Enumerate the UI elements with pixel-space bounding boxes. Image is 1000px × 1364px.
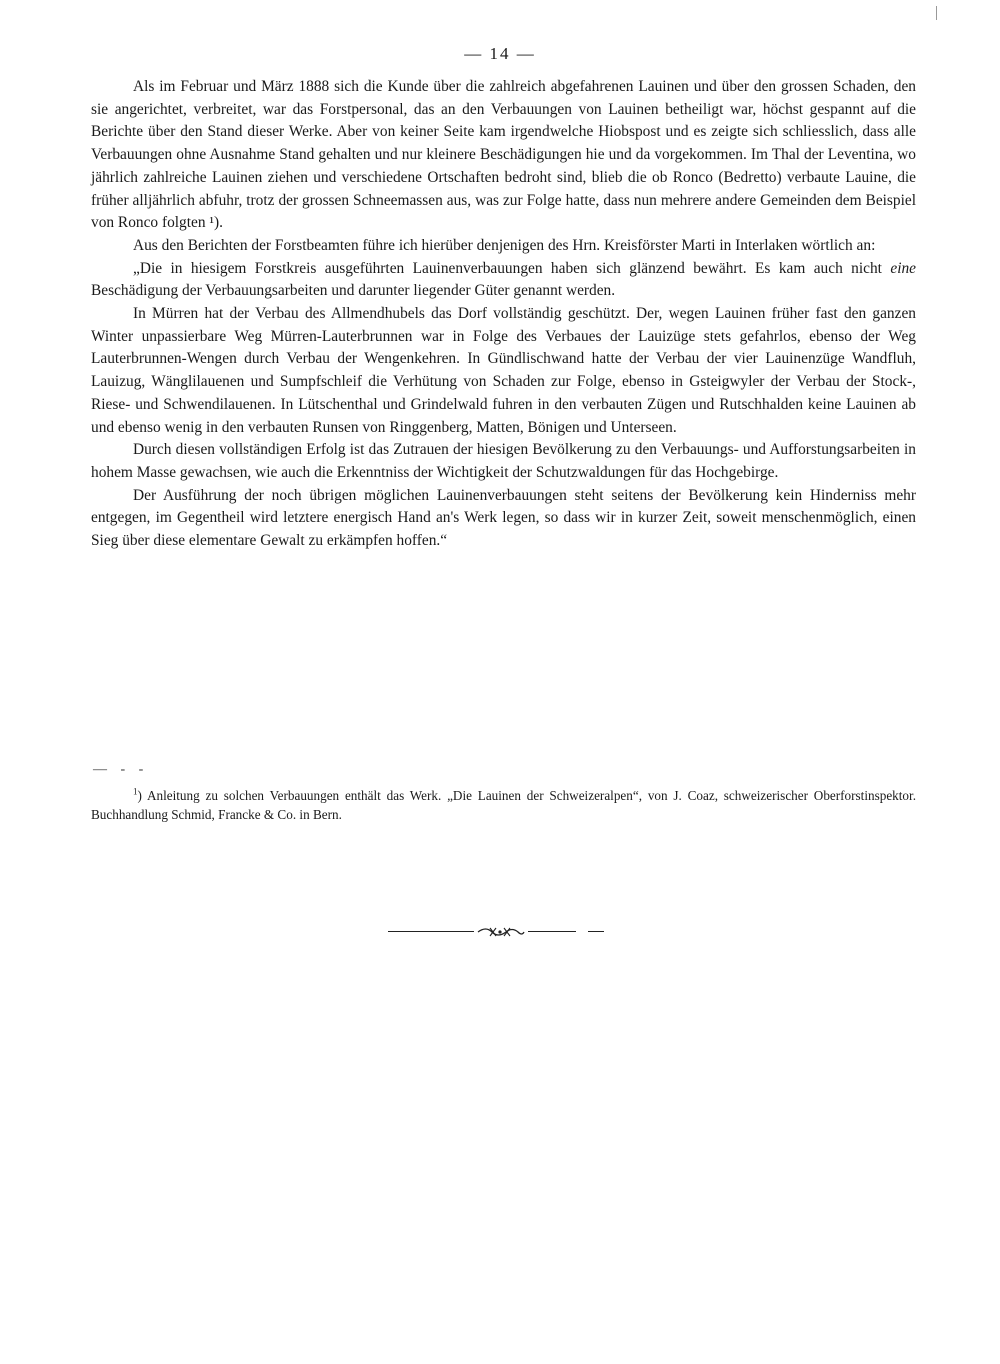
footnote-rule: — - - xyxy=(93,762,149,777)
quote-text-part-2: Beschädigung der Verbauungsarbeiten und darunter liegender Güter genannt werden. xyxy=(91,282,616,300)
footnote-text: ) Anleitung zu solchen Verbauungen enthält das Werk. „Die Lauinen der Schweizeralpen“, von J. Coaz, schweizerischer Oberforstinspektor. Buchhandlung Schmid, Francke & Co. in Bern. xyxy=(91,788,916,822)
scan-mark xyxy=(936,6,937,20)
flourish-icon xyxy=(476,924,526,940)
paragraph-4: In Mürren hat der Verbau des Allmendhubels das Dorf vollständig geschützt. Der, wegen Lauinen früher fast den ganzen Winter unpassierbare Weg Mürren-Lauterbrunnen war in Folge des Verbaues der Lauizüge stets gefahrlos, ebenso der Weg Lauterbrunnen-Wengen durch Verbau der Wengenkehren. In Gündlischwand hatte der Verbau der vier Lauinenzüge Wandfluh, Lauizug, Wänglilauenen und Sumpfschleif die Verhütung von Schaden zur Folge, ebenso in Gsteigwyler der Verbau der Stock-, Riese- und Schwendilauenen. In Lütschenthal und Grindelwald fuhren in den verbauten Zügen und Rutschhalden keine Lauinen ab und ebenso wenig in den verbauten Runsen von Ringgenberg, Matten, Bönigen und Unterseen. xyxy=(91,305,916,436)
paragraph-1: Als im Februar und März 1888 sich die Kunde über die zahlreich abgefahrenen Lauinen und über den grossen Schaden, den sie angerichtet, verbreitet, war das Forstpersonal, das an den Verbauungen von Lauinen betheiligt war, höchst gespannt auf die Berichte über den Stand dieser Werke. Aber von keiner Seite kam irgendwelche Hiobspost und es zeigte sich schliesslich, dass alle Verbauungen ohne Ausnahme Stand gehalten und nur kleinere Beschädigungen hie und da vorgekommen. Im Thal der Leventina, wo jährlich zahlreiche Lauinen ziehen und verschiedene Ortschaften bedroht sind, blieb die ob Ronco (Bedretto) verbaute Lauine, die früher alljährlich abfuhr, trotz der grossen Schneemassen aus, was zur Folge hatte, dass nun mehrere andere Gemeinden dem Beispiel von Ronco folgten ¹). xyxy=(91,78,916,232)
quote-text-part-1: „Die in hiesigem Forstkreis ausgeführten Lauinenverbauungen haben sich glänzend bewährt. Es kam auch nicht xyxy=(133,259,882,277)
ornament-line-left xyxy=(388,931,474,932)
page-number: — 14 — xyxy=(464,44,536,63)
quote-emphasis: eine xyxy=(890,259,916,277)
paragraph-5: Durch diesen vollständigen Erfolg ist das Zutrauen der hiesigen Bevölkerung zu den Verbauungs- und Aufforstungsarbeiten in hohem Masse gewachsen, wie auch die Erkenntniss der Wichtigkeit der Schutzwaldungen für das Hochgebirge. xyxy=(91,441,916,481)
ornament-line-right xyxy=(528,931,576,932)
footnote-marker: 1 xyxy=(133,786,138,797)
footnote xyxy=(91,786,916,824)
body-text xyxy=(91,76,916,553)
ornament-line-far xyxy=(588,931,604,932)
paragraph-2: Aus den Berichten der Forstbeamten führe ich hierüber denjenigen des Hrn. Kreisförster Marti in Interlaken wörtlich an: xyxy=(133,236,876,254)
footnote-text-block xyxy=(91,786,916,824)
paragraph-6: Der Ausführung der noch übrigen möglichen Lauinenverbauungen steht seitens der Bevölkerung kein Hinderniss mehr entgegen, im Gegentheil wird letztere energisch Hand an's Werk legen, so dass wir in kurzer Zeit, soweit menschenmöglich, einen Sieg über diese elementare Gewalt zu erkämpfen hoffen.“ xyxy=(91,486,916,550)
paragraph-3-quote xyxy=(91,258,916,303)
end-ornament xyxy=(388,924,620,940)
